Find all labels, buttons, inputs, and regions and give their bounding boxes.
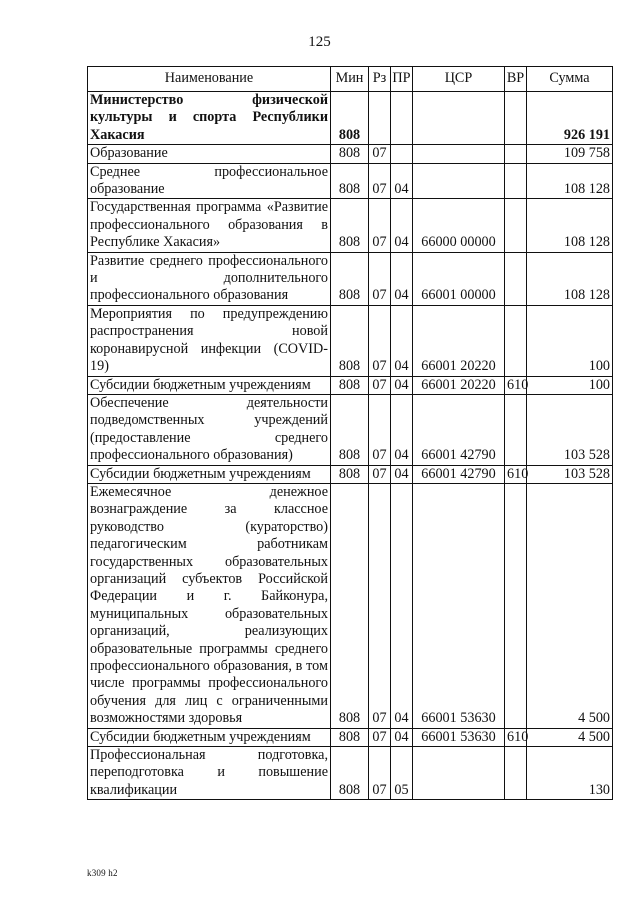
row-min: 808 <box>331 465 369 483</box>
table-body <box>88 92 613 800</box>
row-sum: 103 528 <box>527 465 613 483</box>
row-name: Субсидии бюджетным учреждениям <box>88 465 331 483</box>
row-vr: 610 <box>505 728 527 746</box>
row-vr <box>505 394 527 465</box>
row-csr: 66001 00000 <box>413 252 505 305</box>
row-csr <box>413 92 505 145</box>
row-vr <box>505 252 527 305</box>
table-header-row <box>88 67 613 92</box>
table-row <box>88 163 613 199</box>
row-sum: 4 500 <box>527 728 613 746</box>
page-number: 125 <box>308 34 331 50</box>
row-min: 808 <box>331 145 369 163</box>
row-name: Министерство физической культуры и спорта Республики Хакасия <box>88 92 331 145</box>
header-csr: ЦСР <box>413 67 505 92</box>
row-csr <box>413 145 505 163</box>
row-rz: 07 <box>369 394 391 465</box>
row-sum: 4 500 <box>527 483 613 728</box>
row-csr: 66001 53630 <box>413 483 505 728</box>
row-vr <box>505 145 527 163</box>
row-pr <box>391 92 413 145</box>
row-csr <box>413 747 505 800</box>
table-row <box>88 92 613 145</box>
row-name: Обеспечение деятельности подведомственных учреждений (предоставление среднего профессионального образования) <box>88 394 331 465</box>
row-min: 808 <box>331 376 369 394</box>
row-csr: 66000 00000 <box>413 199 505 252</box>
row-sum: 109 758 <box>527 145 613 163</box>
row-vr <box>505 305 527 376</box>
table-row <box>88 728 613 746</box>
row-pr: 05 <box>391 747 413 800</box>
header-min: Мин <box>331 67 369 92</box>
row-vr <box>505 747 527 800</box>
row-sum: 100 <box>527 376 613 394</box>
row-rz: 07 <box>369 163 391 199</box>
row-pr: 04 <box>391 376 413 394</box>
row-vr <box>505 199 527 252</box>
row-name: Мероприятия по предупреждению распространения новой коронавирусной инфекции (COVID-19) <box>88 305 331 376</box>
row-csr <box>413 163 505 199</box>
row-name: Профессиональная подготовка, переподготовка и повышение квалификации <box>88 747 331 800</box>
row-pr: 04 <box>391 394 413 465</box>
row-sum: 103 528 <box>527 394 613 465</box>
row-rz: 07 <box>369 465 391 483</box>
row-pr: 04 <box>391 305 413 376</box>
footer-code: k309 h2 <box>87 868 118 878</box>
budget-table <box>87 66 613 800</box>
header-rz: Рз <box>369 67 391 92</box>
row-name: Среднее профессиональное образование <box>88 163 331 199</box>
row-min: 808 <box>331 747 369 800</box>
row-rz: 07 <box>369 305 391 376</box>
row-csr: 66001 53630 <box>413 728 505 746</box>
header-sum: Сумма <box>527 67 613 92</box>
row-name: Субсидии бюджетным учреждениям <box>88 728 331 746</box>
row-min: 808 <box>331 199 369 252</box>
row-csr: 66001 42790 <box>413 394 505 465</box>
row-csr: 66001 20220 <box>413 376 505 394</box>
row-rz: 07 <box>369 199 391 252</box>
row-min: 808 <box>331 92 369 145</box>
table-row <box>88 305 613 376</box>
table-row <box>88 465 613 483</box>
row-min: 808 <box>331 728 369 746</box>
row-pr <box>391 145 413 163</box>
row-csr: 66001 42790 <box>413 465 505 483</box>
row-name: Государственная программа «Развитие профессионального образования в Республике Хакасия» <box>88 199 331 252</box>
row-name: Образование <box>88 145 331 163</box>
row-vr <box>505 163 527 199</box>
row-sum: 926 191 <box>527 92 613 145</box>
table-row <box>88 252 613 305</box>
table-row <box>88 747 613 800</box>
header-name: Наименование <box>88 67 331 92</box>
row-rz: 07 <box>369 483 391 728</box>
row-pr: 04 <box>391 483 413 728</box>
row-sum: 100 <box>527 305 613 376</box>
table-row <box>88 376 613 394</box>
row-pr: 04 <box>391 199 413 252</box>
table-row <box>88 145 613 163</box>
header-pr: ПР <box>391 67 413 92</box>
row-sum: 108 128 <box>527 252 613 305</box>
row-name: Ежемесячное денежное вознаграждение за классное руководство (кураторство) педагогическим работникам государственных образовательных организаций субъектов Российской Федерации и г. Байконура, муниципальных образовательных организаций, реализующих образовательные программы среднего профессионального образования, в том числе программы профессионального обучения для лиц с ограниченными возможностями здоровья <box>88 483 331 728</box>
row-rz: 07 <box>369 747 391 800</box>
row-sum: 108 128 <box>527 199 613 252</box>
row-rz: 07 <box>369 376 391 394</box>
row-name: Субсидии бюджетным учреждениям <box>88 376 331 394</box>
row-min: 808 <box>331 305 369 376</box>
row-min: 808 <box>331 252 369 305</box>
row-rz: 07 <box>369 728 391 746</box>
row-rz: 07 <box>369 252 391 305</box>
row-pr: 04 <box>391 465 413 483</box>
row-vr: 610 <box>505 376 527 394</box>
table-row <box>88 199 613 252</box>
row-sum: 130 <box>527 747 613 800</box>
row-csr: 66001 20220 <box>413 305 505 376</box>
row-rz <box>369 92 391 145</box>
row-sum: 108 128 <box>527 163 613 199</box>
table-row <box>88 394 613 465</box>
row-rz: 07 <box>369 145 391 163</box>
header-vr: ВР <box>505 67 527 92</box>
row-min: 808 <box>331 163 369 199</box>
row-min: 808 <box>331 394 369 465</box>
row-vr: 610 <box>505 465 527 483</box>
row-pr: 04 <box>391 728 413 746</box>
table-row <box>88 483 613 728</box>
row-vr <box>505 92 527 145</box>
row-vr <box>505 483 527 728</box>
row-pr: 04 <box>391 252 413 305</box>
row-name: Развитие среднего профессионального и дополнительного профессионального образования <box>88 252 331 305</box>
row-min: 808 <box>331 483 369 728</box>
row-pr: 04 <box>391 163 413 199</box>
